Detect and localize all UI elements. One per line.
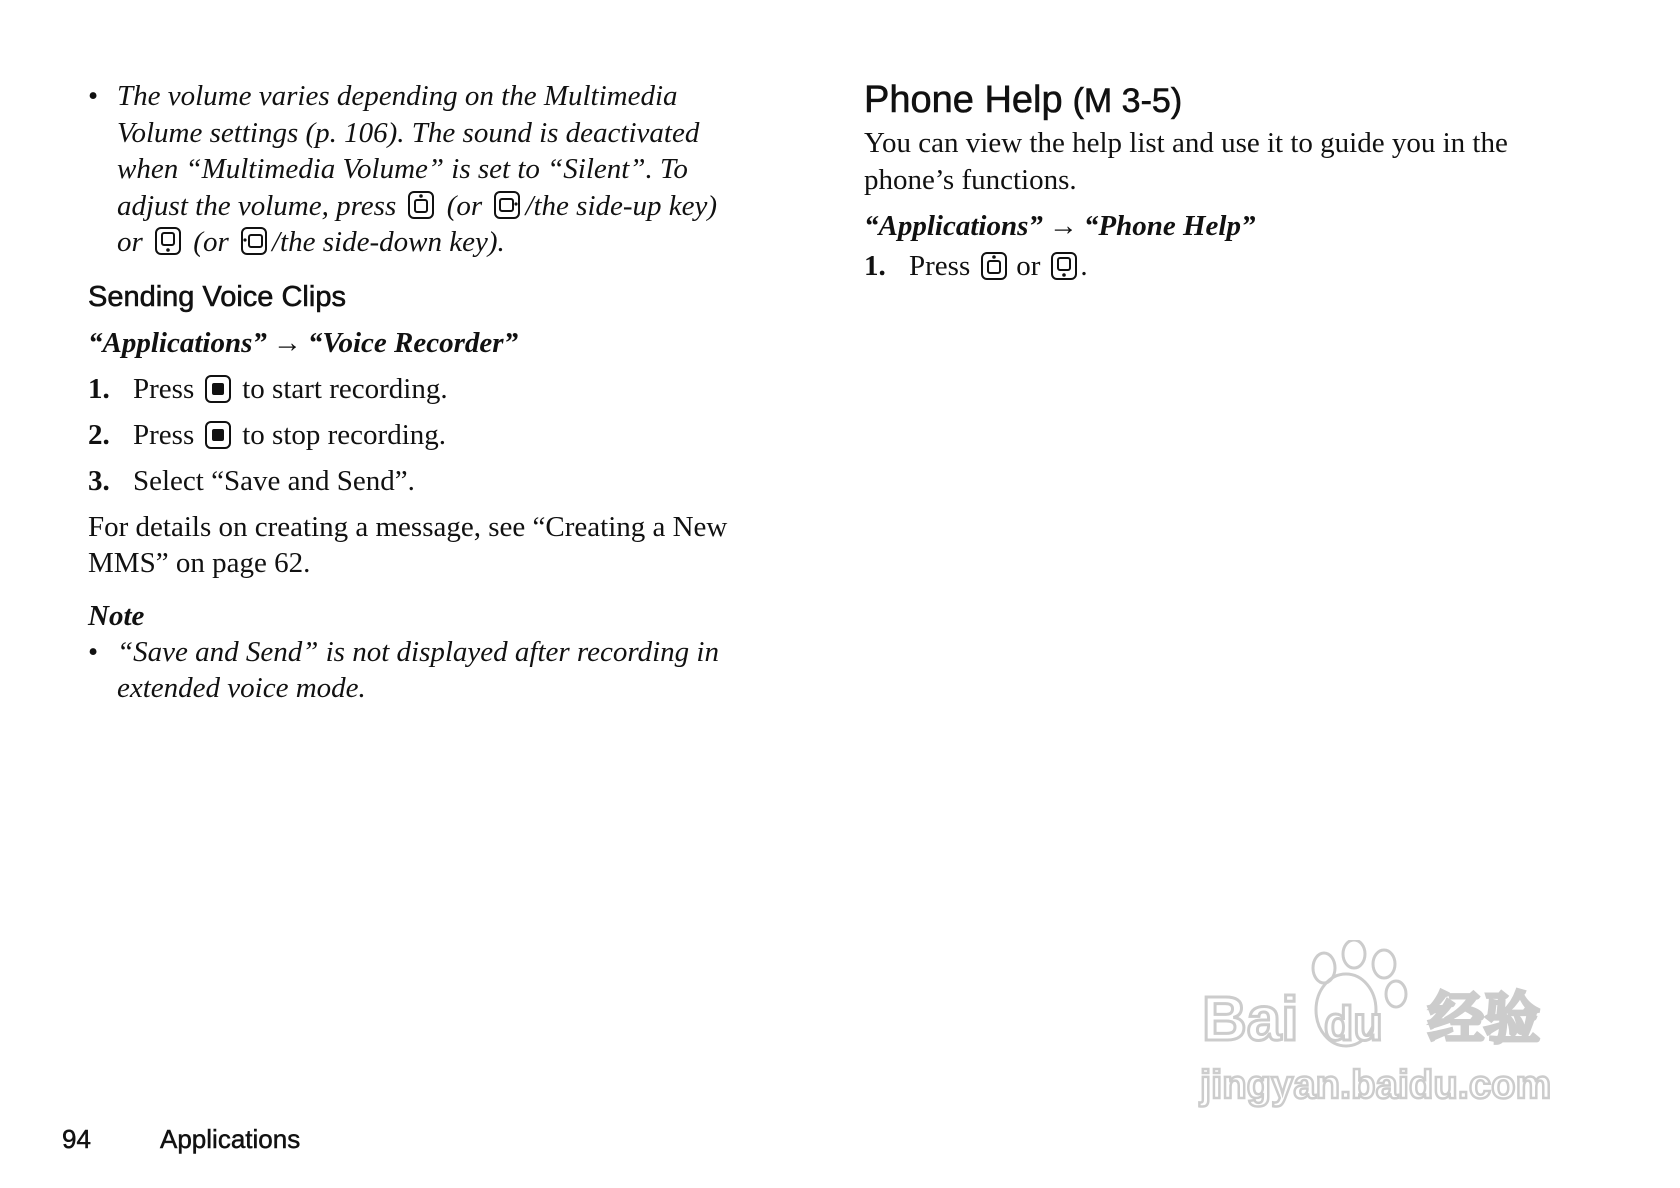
bullet-text: adjust the volume, press: [117, 189, 397, 222]
step-text: .: [1080, 250, 1088, 282]
step-text: Press: [133, 418, 195, 451]
bullet-text: /the side-up key): [525, 189, 718, 222]
path-arrow: →: [1048, 210, 1078, 242]
menu-path: [88, 325, 798, 361]
nav-up-key-icon: [407, 190, 435, 220]
footer-section: Applications: [160, 1124, 301, 1154]
path-from: “Applications”: [864, 210, 1043, 242]
baidu-watermark-logo: [1196, 940, 1616, 1130]
description-paragraph: [864, 125, 1594, 198]
center-key-icon: [204, 374, 232, 404]
page-footer: [62, 1124, 300, 1155]
svg-text:经验: 经验: [1428, 987, 1540, 1052]
step-text: to start recording.: [242, 372, 448, 405]
step-number: 1.: [864, 250, 886, 282]
bullet-line: Volume settings (p. 106). The sound is deactivated: [117, 116, 700, 149]
details-line: MMS” on page 62.: [88, 547, 311, 579]
path-to: “Voice Recorder”: [307, 326, 519, 359]
note-bullet: [88, 634, 798, 707]
bullet-line: [117, 188, 798, 225]
svg-text:Bai: Bai: [1202, 985, 1299, 1054]
note-line: extended voice mode.: [117, 672, 366, 704]
step-item: [864, 248, 1594, 284]
step-text: to stop recording.: [242, 418, 446, 451]
section-title: Sending Voice Clips: [88, 280, 346, 313]
bullet-text: /the side-down key).: [272, 226, 505, 258]
svg-text:jingyan.baidu.com: jingyan.baidu.com: [1200, 1063, 1552, 1107]
note-line: • “Save and Send” is not displayed after recording in: [117, 635, 719, 668]
path-arrow: →: [272, 326, 302, 359]
volume-bullet: [88, 78, 798, 261]
step-item: [88, 417, 798, 453]
bullet-line: when “Multimedia Volume” is set to “Silent”. To: [117, 153, 688, 185]
page-number: 94: [62, 1124, 91, 1154]
step-text: Press: [909, 250, 971, 282]
bullet-line: [117, 224, 798, 261]
left-column: [88, 78, 798, 707]
step-number: 3.: [88, 464, 110, 497]
bullet-text: or: [117, 226, 143, 258]
bullet-text: (or: [193, 226, 229, 258]
details-line: For details on creating a message, see “Creating a New: [88, 510, 728, 543]
step-item: [88, 463, 798, 499]
nav-down-key-icon: [154, 226, 182, 256]
side-up-key-icon: [493, 190, 521, 220]
right-column: [864, 78, 1594, 284]
step-text: Press: [133, 372, 195, 405]
note-title: Note: [88, 599, 145, 632]
nav-up-key-icon: [980, 251, 1008, 281]
svg-text:du: du: [1324, 998, 1383, 1051]
step-number: 2.: [88, 418, 110, 451]
menu-code: (M 3-5): [1072, 82, 1183, 120]
step-item: [88, 371, 798, 407]
step-text: Select “Save and Send”.: [133, 464, 415, 497]
nav-down-key-icon: [1050, 251, 1078, 281]
side-down-key-icon: [240, 226, 268, 256]
bullet-line: • The volume varies depending on the Multimedia: [117, 80, 678, 112]
path-from: “Applications”: [88, 326, 267, 359]
description-line: You can view the help list and use it to guide you in the: [864, 127, 1508, 159]
path-to: “Phone Help”: [1083, 210, 1256, 242]
step-text: or: [1016, 250, 1041, 282]
menu-path: [864, 208, 1594, 244]
description-line: phone’s functions.: [864, 163, 1077, 196]
title-text: Phone Help: [864, 79, 1063, 121]
details-paragraph: [88, 509, 798, 582]
center-key-icon: [204, 420, 232, 450]
page-title: [864, 78, 1594, 123]
step-number: 1.: [88, 372, 110, 405]
bullet-text: (or: [446, 189, 483, 222]
